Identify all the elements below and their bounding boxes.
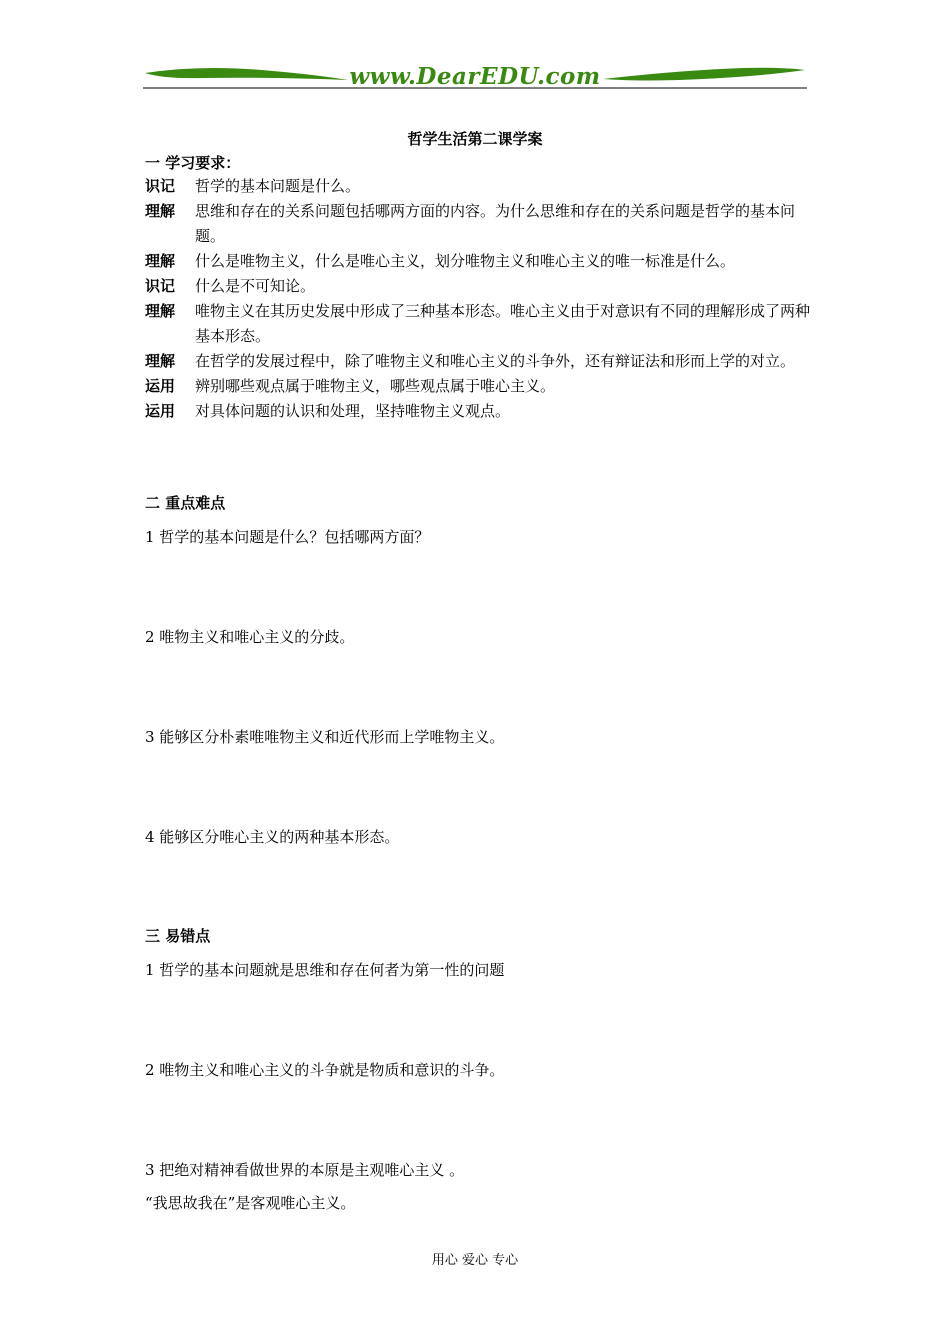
section-heading: 三 易错点 — [145, 927, 211, 945]
section-heading: 一 学习要求： — [145, 154, 241, 172]
requirement-item — [145, 174, 810, 199]
requirement-tag: 识记 — [145, 277, 176, 295]
header-banner — [143, 62, 807, 92]
requirement-text: 思维和存在的关系问题包括哪两方面的内容。为什么思维和存在的关系问题是哲学的基本问题。 — [195, 202, 796, 245]
requirement-item — [145, 299, 810, 349]
error-point-item: “我思故我在”是客观唯心主义。 — [145, 1194, 356, 1212]
requirement-text: 什么是唯物主义，什么是唯心主义，划分唯物主义和唯心主义的唯一标准是什么。 — [195, 252, 736, 270]
requirement-item — [145, 399, 810, 424]
requirement-tag: 理解 — [145, 352, 176, 370]
key-point-item: 4 能够区分唯心主义的两种基本形态。 — [145, 828, 400, 846]
requirement-item — [145, 374, 810, 399]
requirement-text: 哲学的基本问题是什么。 — [195, 177, 361, 195]
requirement-item — [145, 349, 810, 374]
requirement-tag: 理解 — [145, 202, 176, 220]
page-footer: 用心 爱心 专心 — [431, 1253, 519, 1268]
requirement-item — [145, 199, 810, 249]
site-logo-text: www.DearEDU.com — [349, 63, 601, 90]
requirement-text: 辨别哪些观点属于唯物主义，哪些观点属于唯心主义。 — [195, 377, 556, 395]
error-point-item: 2 唯物主义和唯心主义的斗争就是物质和意识的斗争。 — [145, 1061, 505, 1079]
key-point-item: 3 能够区分朴素唯唯物主义和近代形而上学唯物主义。 — [145, 728, 505, 746]
requirement-text: 在哲学的发展过程中，除了唯物主义和唯心主义的斗争外，还有辩证法和形而上学的对立。 — [195, 352, 796, 370]
requirement-item — [145, 249, 810, 274]
requirement-text: 唯物主义在其历史发展中形成了三种基本形态。唯心主义由于对意识有不同的理解形成了两种基本形态。 — [195, 302, 811, 345]
page-title: 哲学生活第二课学案 — [407, 130, 543, 148]
section-heading: 二 重点难点 — [145, 494, 226, 512]
requirement-text: 对具体问题的认识和处理，坚持唯物主义观点。 — [195, 402, 511, 420]
requirement-tag: 运用 — [145, 402, 176, 420]
key-point-item: 2 唯物主义和唯心主义的分歧。 — [145, 628, 355, 646]
requirement-tag: 运用 — [145, 377, 176, 395]
key-point-item: 1 哲学的基本问题是什么？包括哪两方面？ — [145, 528, 430, 546]
requirement-text: 什么是不可知论。 — [195, 277, 316, 295]
section-requirements — [145, 152, 810, 424]
requirement-tag: 识记 — [145, 177, 176, 195]
error-point-item: 1 哲学的基本问题就是思维和存在何者为第一性的问题 — [145, 961, 505, 979]
requirement-tag: 理解 — [145, 302, 176, 320]
requirement-tag: 理解 — [145, 252, 176, 270]
requirement-item — [145, 274, 810, 299]
error-point-item: 3 把绝对精神看做世界的本原是主观唯心主义 。 — [145, 1161, 465, 1179]
